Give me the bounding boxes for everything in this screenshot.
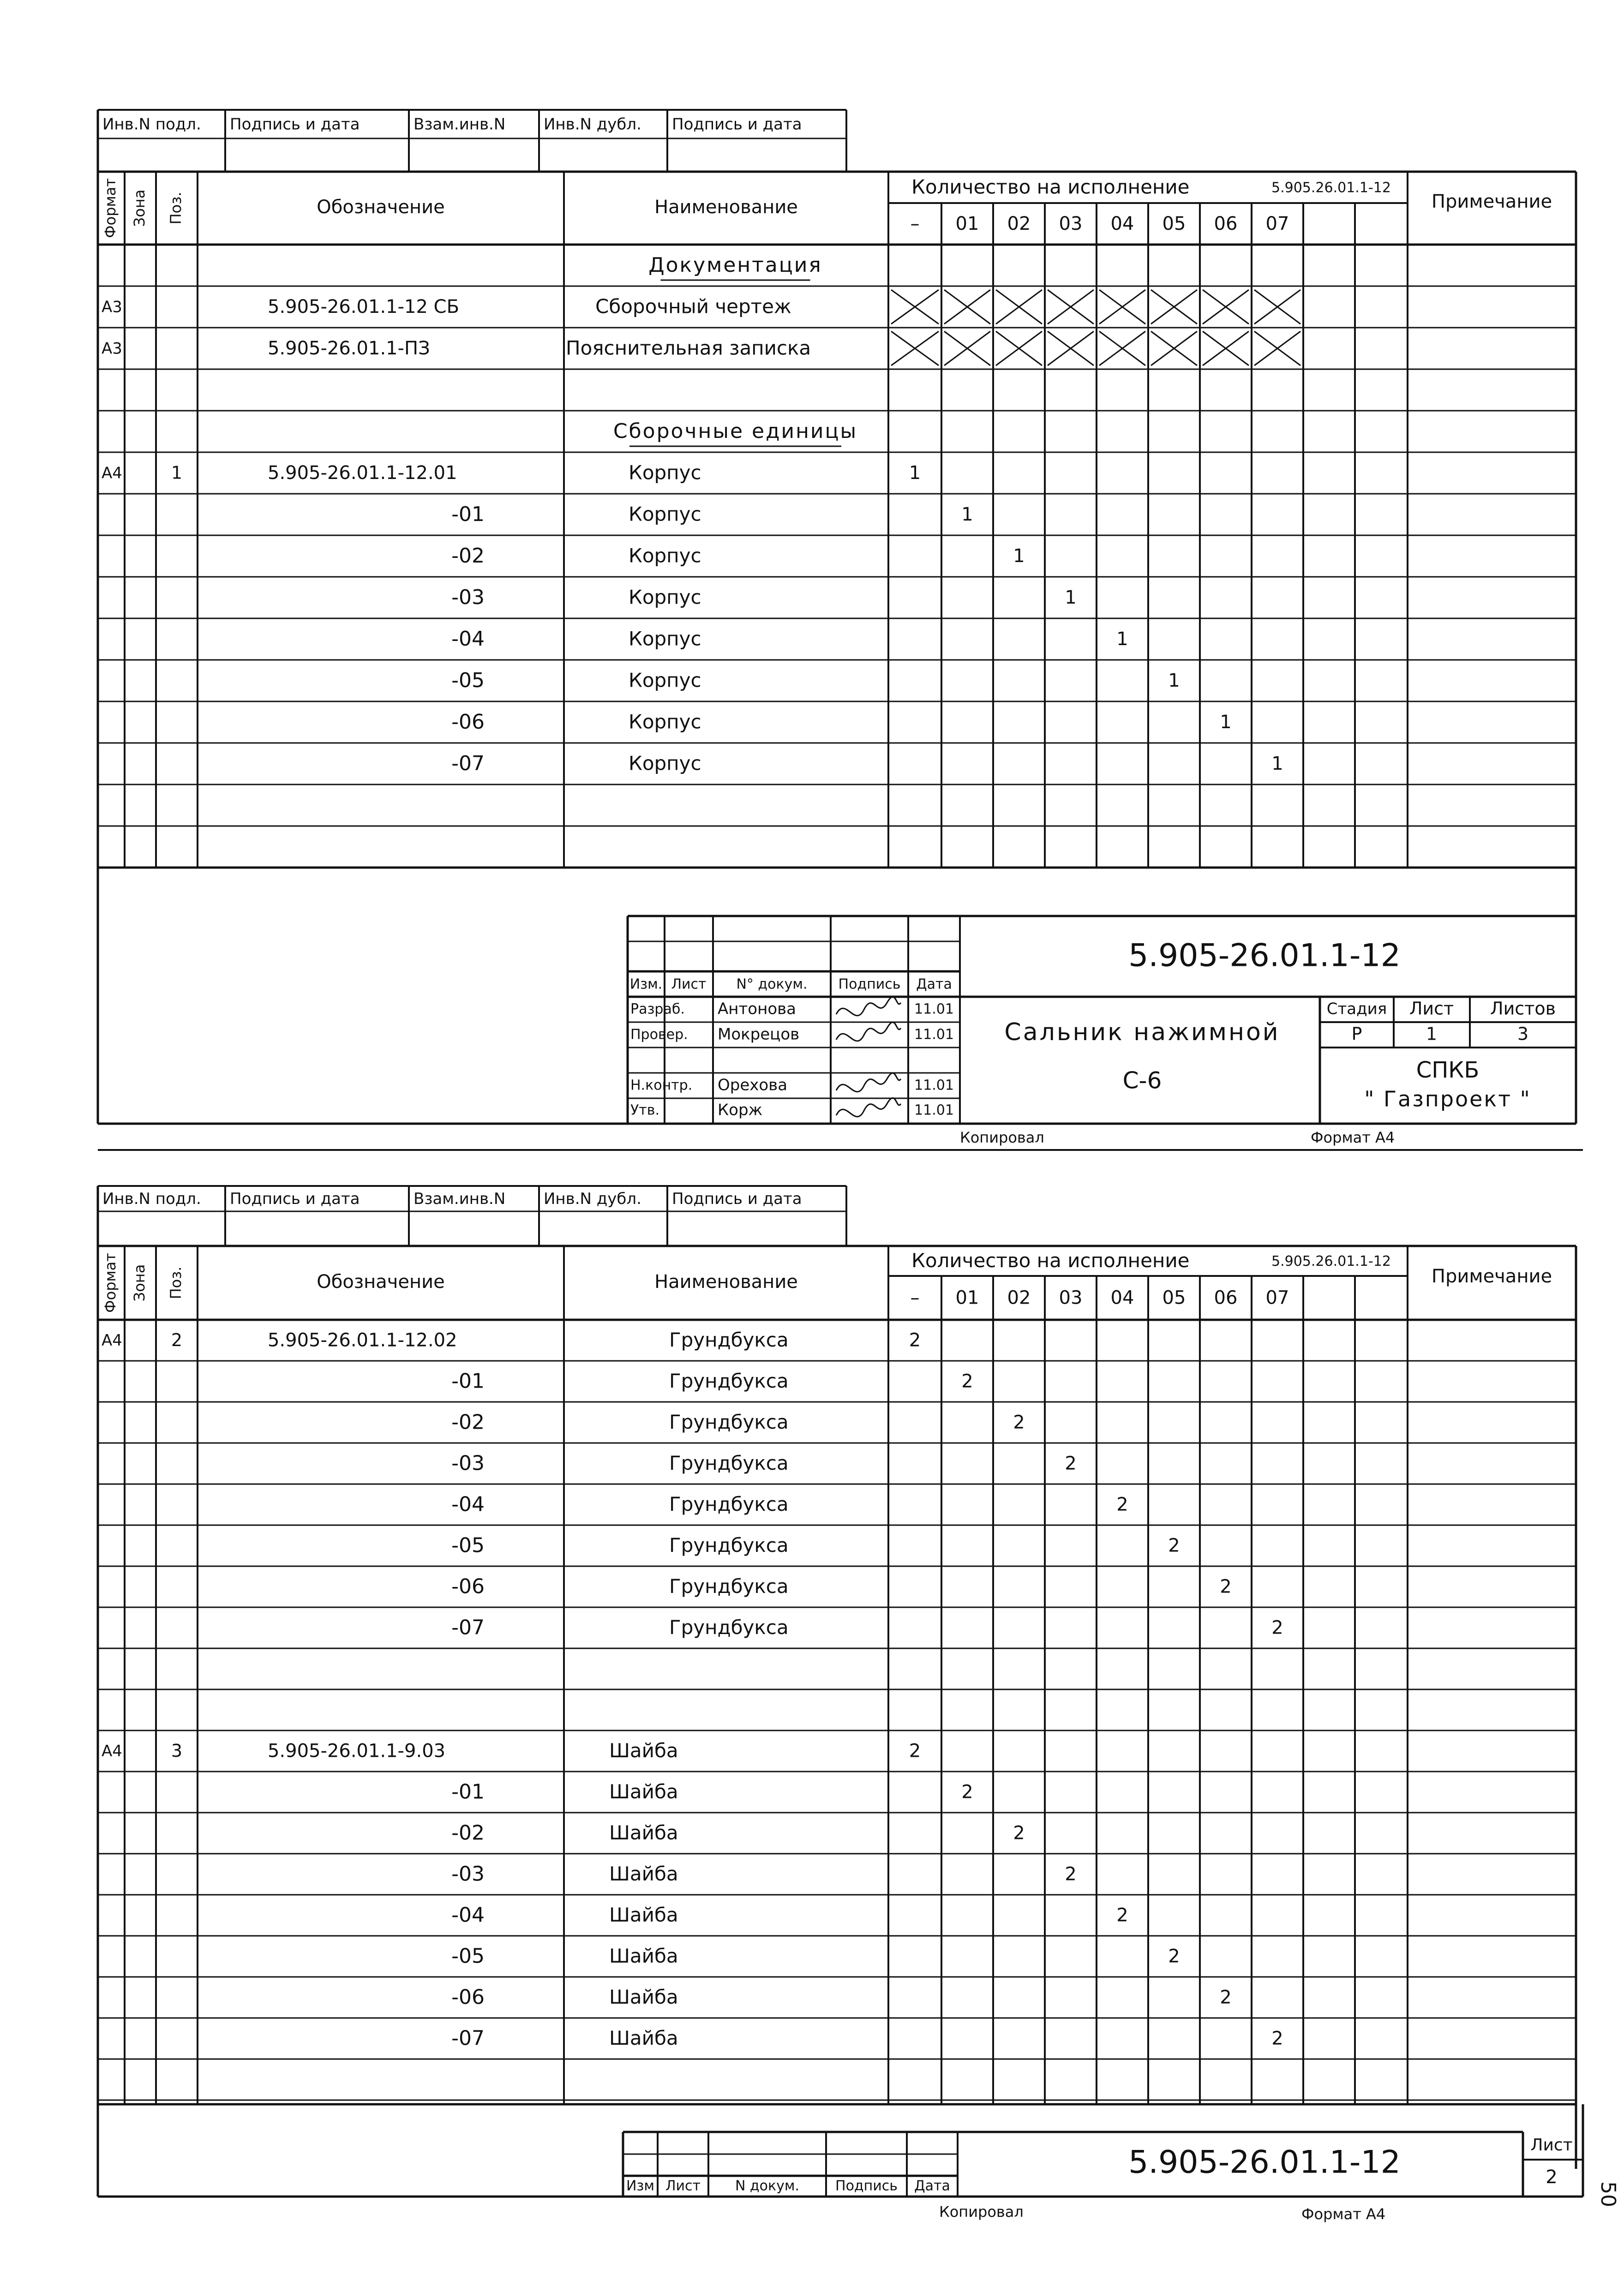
header-name: Наименование (654, 197, 798, 218)
header-zone: Зона (131, 189, 148, 227)
header-qty-col: 04 (1110, 1287, 1134, 1309)
row-designation: 5.905-26.01.1-12.02 (268, 1329, 457, 1351)
row-name: Шайба (609, 1739, 678, 1762)
tb-col-change: Изм. (629, 976, 663, 993)
tb-role: Н.контр. (630, 1077, 693, 1094)
row-name: Шайба (609, 1780, 678, 1803)
row-qty: 2 (1220, 1987, 1232, 2008)
row-designation: -05 (451, 1533, 485, 1557)
tb-role: Разраб. (630, 1001, 685, 1018)
row-name: Грундбукса (669, 1329, 789, 1351)
row-qty: 2 (1065, 1453, 1077, 1474)
row-format: А4 (102, 1331, 122, 1350)
sheet-value: 1 (1426, 1024, 1438, 1044)
row-qty: 2 (1271, 2028, 1283, 2049)
stage-label: Стадия (1326, 1000, 1387, 1018)
row-format: А4 (102, 464, 122, 483)
row-designation: -06 (451, 710, 485, 734)
sheets-label: Листов (1490, 998, 1556, 1019)
row-name: Корпус (629, 710, 701, 733)
row-designation: -04 (451, 627, 485, 651)
format-label: Формат А4 (1311, 1129, 1395, 1146)
row-qty: 2 (1013, 1822, 1025, 1844)
row-qty: 2 (909, 1740, 921, 1762)
stamp-cell-label: Инв.N подл. (102, 115, 201, 134)
stamp-cell-label: Инв.N дубл. (544, 1190, 641, 1208)
header-qty-col: 01 (955, 1287, 979, 1309)
row-designation: -06 (451, 1575, 485, 1599)
section-heading: Сборочные единицы (613, 419, 858, 443)
signature (836, 997, 901, 1016)
header-qty-col: 05 (1162, 1287, 1186, 1309)
row-name: Корпус (629, 586, 701, 609)
row-name: Шайба (609, 1945, 678, 1967)
tb-person: Орехова (718, 1076, 788, 1095)
row-qty: 2 (1065, 1863, 1077, 1885)
product-code: С-6 (1122, 1067, 1162, 1094)
row-designation: 5.905-26.01.1-12 СБ (268, 296, 460, 317)
tb-date: 11.01 (914, 1026, 954, 1043)
tb-person: Антонова (718, 1000, 796, 1018)
tb-person: Корж (718, 1101, 763, 1120)
row-qty: 2 (1220, 1576, 1232, 1598)
stamp-cell-label: Подпись и дата (672, 115, 802, 134)
tb-col-signature: Подпись (838, 976, 901, 993)
row-format: А3 (102, 298, 122, 317)
tb-col-docnum: N° докум. (736, 976, 808, 993)
row-designation: -07 (451, 752, 485, 775)
row-designation: -01 (451, 1780, 485, 1804)
tb-date: 11.01 (914, 1077, 954, 1094)
row-designation: -05 (451, 669, 485, 692)
row-qty: 1 (1168, 670, 1180, 691)
header-qty-col: 02 (1007, 213, 1031, 234)
row-format: А3 (102, 339, 122, 358)
header-note: Примечание (1431, 191, 1552, 212)
tb-col-date: Дата (916, 976, 952, 993)
signature (836, 1022, 901, 1041)
header-qty-col: 01 (955, 213, 979, 234)
stage-value: Р (1351, 1024, 1362, 1044)
row-name: Грундбукса (669, 1616, 789, 1639)
tb-date: 11.01 (914, 1102, 954, 1119)
row-name: Корпус (629, 752, 701, 775)
row-name: Шайба (609, 1862, 678, 1885)
copied-label: Копировал (939, 2203, 1024, 2221)
row-qty: 2 (1168, 1946, 1180, 1967)
row-name: Шайба (609, 1904, 678, 1926)
row-designation: -02 (451, 1821, 485, 1845)
row-pos: 1 (171, 462, 183, 483)
row-qty: 2 (961, 1781, 973, 1803)
signature (836, 1073, 901, 1092)
tb-col-signature: Подпись (835, 2178, 898, 2194)
row-qty: 2 (1013, 1412, 1025, 1433)
header-qty-col: 04 (1110, 213, 1134, 234)
row-name: Грундбукса (669, 1575, 789, 1598)
header-format: Формат (102, 1253, 119, 1313)
row-designation: 5.905-26.01.1-9.03 (268, 1740, 446, 1762)
sheet-label: Лист (1530, 2136, 1573, 2155)
row-designation: -05 (451, 1944, 485, 1968)
row-name: Корпус (629, 669, 701, 692)
header-qty-col: – (910, 1287, 920, 1309)
sheets-value: 3 (1517, 1024, 1529, 1044)
tb-date: 11.01 (914, 1001, 954, 1018)
header-qty-col: 07 (1265, 213, 1289, 234)
row-name: Грундбукса (669, 1411, 789, 1433)
tb-person: Мокрецов (718, 1025, 800, 1044)
header-qty-title: Количество на исполнение (911, 1249, 1190, 1272)
row-name: Сборочный чертеж (595, 295, 791, 318)
row-qty: 1 (1065, 587, 1077, 608)
header-qty-col: 02 (1007, 1287, 1031, 1309)
header-name: Наименование (654, 1271, 798, 1293)
header-designation: Обозначение (317, 1271, 445, 1293)
row-qty: 2 (961, 1371, 973, 1392)
header-designation: Обозначение (317, 197, 445, 218)
stamp-cell-label: Взам.инв.N (413, 1190, 506, 1208)
header-qty-col: 06 (1214, 213, 1238, 234)
row-designation: -03 (451, 586, 485, 609)
row-designation: 5.905-26.01.1-ПЗ (268, 338, 430, 359)
sheet-label: Лист (1409, 998, 1454, 1019)
tb-col-date: Дата (914, 2178, 950, 2194)
row-qty: 2 (1168, 1535, 1180, 1557)
row-name: Грундбукса (669, 1452, 789, 1474)
header-pos: Поз. (167, 1266, 185, 1299)
row-name: Шайба (609, 1821, 678, 1844)
header-format: Формат (102, 178, 119, 238)
org-name-2: " Газпроект " (1364, 1086, 1531, 1112)
row-designation: -07 (451, 2026, 485, 2050)
row-designation: -07 (451, 1616, 485, 1640)
row-designation: 5.905-26.01.1-12.01 (268, 462, 457, 484)
row-name: Корпус (629, 461, 701, 484)
row-designation: -01 (451, 503, 485, 526)
row-designation: -01 (451, 1369, 485, 1393)
header-pos: Поз. (167, 192, 185, 225)
row-name: Корпус (629, 544, 701, 567)
tb-col-sheet: Лист (671, 976, 707, 993)
signature (836, 1098, 901, 1117)
row-qty: 1 (1013, 545, 1025, 567)
row-designation: -04 (451, 1492, 485, 1516)
row-designation: -02 (451, 544, 485, 568)
tb-col-docnum: N докум. (735, 2178, 800, 2194)
row-format: А4 (102, 1742, 122, 1760)
row-pos: 3 (171, 1741, 183, 1761)
stamp-cell-label: Подпись и дата (230, 115, 360, 134)
section-heading: Документация (648, 253, 822, 277)
format-label: Формат А4 (1301, 2205, 1386, 2223)
doc-number: 5.905-26.01.1-12 (1128, 2144, 1401, 2181)
tb-role: Провер. (630, 1026, 688, 1043)
row-qty: 1 (1220, 712, 1232, 733)
header-qty-col: – (910, 213, 920, 234)
sheet-value: 2 (1546, 2167, 1558, 2188)
row-qty: 1 (961, 504, 973, 525)
row-qty: 2 (1116, 1904, 1128, 1926)
copied-label: Копировал (960, 1129, 1044, 1146)
row-qty: 2 (1271, 1617, 1283, 1639)
row-name: Грундбукса (669, 1370, 789, 1392)
row-qty: 1 (909, 462, 921, 484)
header-qty-col: 07 (1265, 1287, 1289, 1309)
stamp-cell-label: Подпись и дата (672, 1190, 802, 1208)
tb-role: Утв. (630, 1102, 659, 1119)
header-qty-col: 03 (1059, 1287, 1083, 1309)
row-designation: -03 (451, 1862, 485, 1886)
header-qty-title: Количество на исполнение (911, 175, 1190, 198)
row-name: Шайба (609, 2027, 678, 2049)
row-designation: -02 (451, 1410, 485, 1434)
header-qty-code: 5.905.26.01.1-12 (1271, 1253, 1391, 1269)
stamp-cell-label: Инв.N дубл. (544, 115, 641, 134)
tb-col-change: Изм (626, 2178, 655, 2194)
row-name: Грундбукса (669, 1534, 789, 1557)
product-name: Сальник нажимной (1004, 1018, 1280, 1046)
header-qty-col: 03 (1059, 213, 1083, 234)
header-qty-col: 06 (1214, 1287, 1238, 1309)
header-qty-col: 05 (1162, 213, 1186, 234)
header-qty-code: 5.905.26.01.1-12 (1271, 180, 1391, 196)
row-name: Пояснительная записка (566, 336, 811, 359)
stamp-cell-label: Инв.N подл. (102, 1190, 201, 1208)
tb-col-sheet: Лист (665, 2178, 701, 2194)
row-qty: 1 (1116, 629, 1128, 650)
row-designation: -04 (451, 1903, 485, 1927)
stamp-cell-label: Взам.инв.N (413, 115, 506, 134)
org-name: СПКБ (1416, 1057, 1480, 1083)
row-name: Корпус (629, 627, 701, 650)
row-name: Корпус (629, 503, 701, 526)
header-zone: Зона (131, 1264, 148, 1302)
stamp-cell-label: Подпись и дата (230, 1190, 360, 1208)
row-qty: 1 (1271, 753, 1283, 774)
row-designation: -06 (451, 1985, 485, 2009)
row-qty: 2 (1116, 1494, 1128, 1515)
row-qty: 2 (909, 1329, 921, 1351)
page-number: 50 (1596, 2181, 1620, 2207)
doc-number: 5.905-26.01.1-12 (1128, 937, 1401, 974)
row-pos: 2 (171, 1330, 183, 1350)
row-name: Грундбукса (669, 1493, 789, 1515)
header-note: Примечание (1431, 1266, 1552, 1287)
row-name: Шайба (609, 1986, 678, 2008)
row-designation: -03 (451, 1451, 485, 1475)
